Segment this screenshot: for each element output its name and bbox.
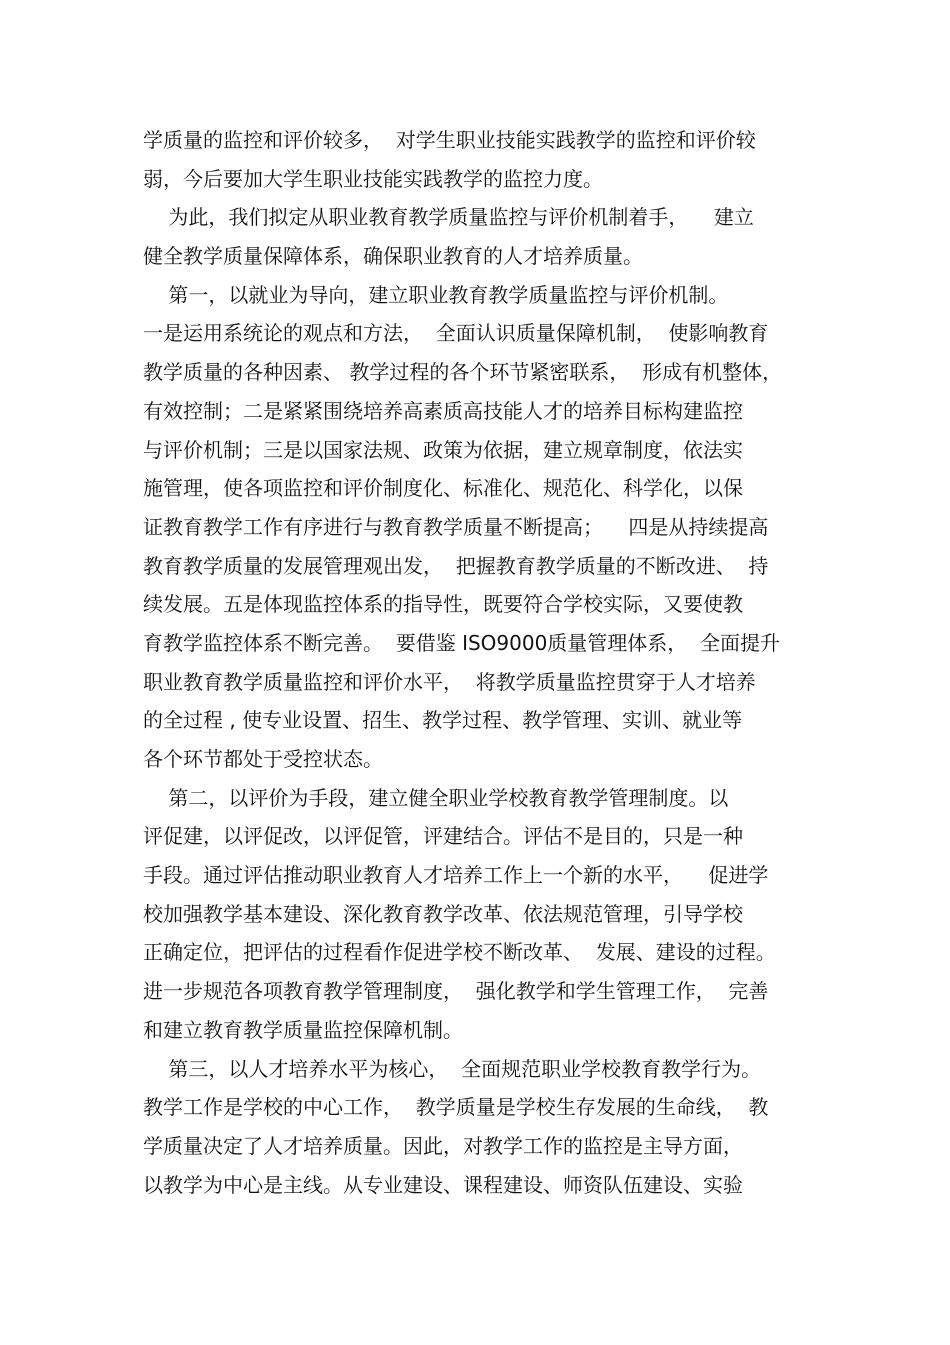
text-line: 进一步规范各项教育教学管理制度， 强化教学和学生管理工作， 完善 (143, 979, 769, 1004)
text-line: 校加强教学基本建设、深化教育教学改革、依法规范管理，引导学校 (143, 901, 743, 926)
text-line: 续发展。五是体现监控体系的指导性，既要符合学校实际，又要使教 (143, 592, 743, 617)
text-line: 的全过程 , 使专业设置、招生、教学过程、教学管理、实训、就业等 (143, 708, 743, 733)
text-line: 以教学为中心是主线。从专业建设、课程建设、师资队伍建设、实验 (143, 1172, 743, 1197)
text-line: 弱，今后要加大学生职业技能实践教学的监控力度。 (143, 166, 603, 191)
text-line: 有效控制；二是紧紧围绕培养高素质高技能人才的培养目标构建监控 (143, 398, 743, 423)
text-line: 第二，以评价为手段，建立健全职业学校教育教学管理制度。以 (143, 785, 729, 810)
text-line: 证教育教学工作有序进行与教育教学质量不断提高； 四是从持续提高 (143, 514, 769, 539)
text-line: 教学质量的各种因素、 教学过程的各个环节紧密联系， 形成有机整体， (143, 360, 783, 385)
text-line: 第一，以就业为导向，建立职业教育教学质量监控与评价机制。 (143, 282, 729, 307)
text-line: 教育教学质量的发展管理观出发， 把握教育教学质量的不断改进、 持 (143, 553, 769, 578)
text-line: 学质量决定了人才培养质量。因此，对教学工作的监控是主导方面， (143, 1133, 743, 1158)
text-line: 与评价机制；三是以国家法规、政策为依据，建立规章制度，依法实 (143, 437, 743, 462)
text-line: 一是运用系统论的观点和方法， 全面认识质量保障机制， 使影响教育 (143, 321, 769, 346)
text-line: 学质量的监控和评价较多， 对学生职业技能实践教学的监控和评价较 (143, 128, 756, 152)
text-line: 职业教育教学质量监控和评价水平， 将教学质量监控贯穿于人才培养 (143, 669, 756, 694)
text-line: 第三，以人才培养水平为核心， 全面规范职业学校教育教学行为。 (143, 1056, 762, 1081)
text-line: 和建立教育教学质量监控保障机制。 (143, 1017, 463, 1042)
text-line: 为此，我们拟定从职业教育教学质量监控与评价机制着手， 建立 (143, 205, 754, 230)
text-line: 育教学监控体系不断完善。 要借鉴 ISO9000质量管理体系， 全面提升 (143, 630, 781, 655)
text-line: 各个环节都处于受控状态。 (143, 747, 383, 771)
document-body (143, 121, 823, 1204)
text-line: 健全教学质量保障体系，确保职业教育的人才培养质量。 (143, 244, 643, 269)
text-line: 正确定位，把评估的过程看作促进学校不断改革、 发展、建设的过程。 (143, 940, 776, 965)
text-line: 手段。通过评估推动职业教育人才培养工作上一个新的水平， 促进学 (143, 863, 769, 888)
text-line: 施管理，使各项监控和评价制度化、标准化、规范化、科学化，以保 (143, 476, 743, 501)
text-line: 评促建，以评促改，以评促管，评建结合。评估不是目的，只是一种 (143, 824, 743, 849)
text-line: 教学工作是学校的中心工作， 教学质量是学校生存发展的生命线， 教 (143, 1095, 769, 1120)
